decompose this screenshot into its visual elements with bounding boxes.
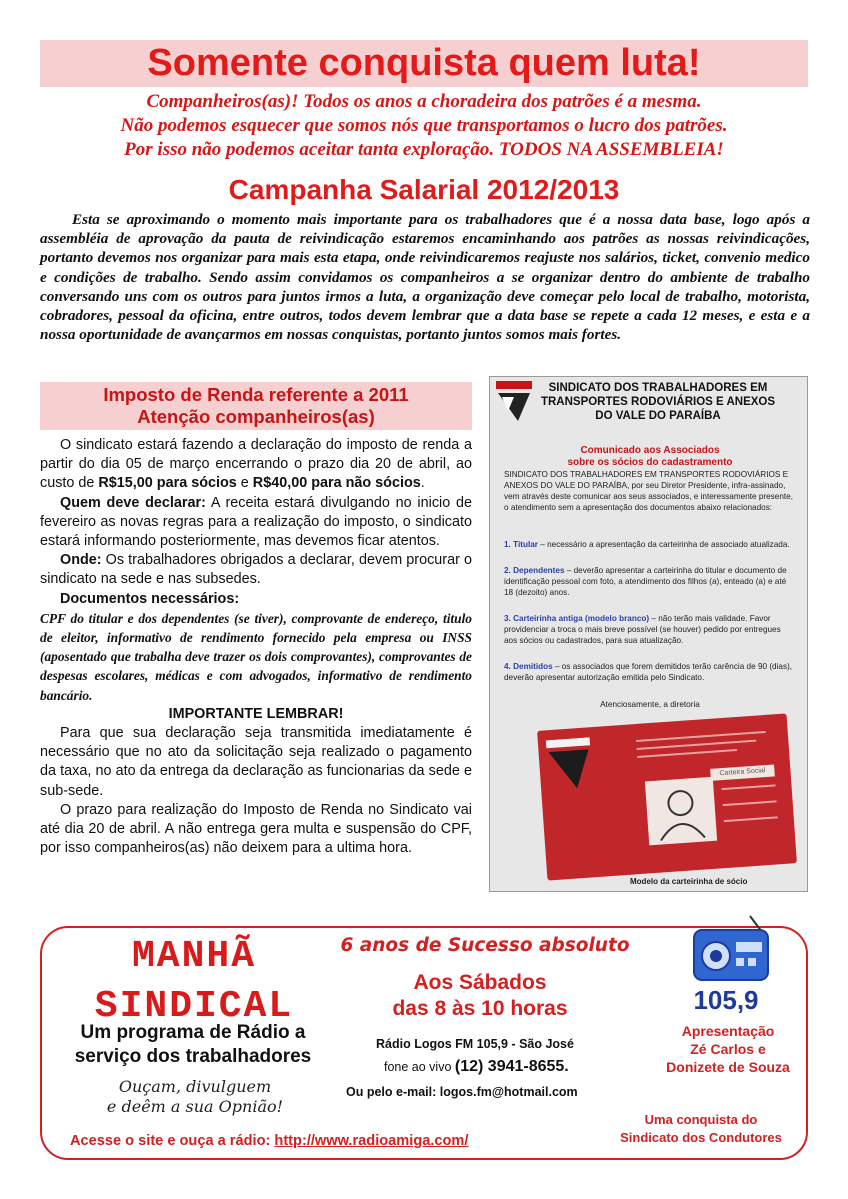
- success-tagline: 6 anos de Sucesso absoluto: [340, 935, 630, 956]
- intro-line-1: Companheiros(as)! Todos os anos a choradeira dos patrões é a mesma.: [146, 91, 702, 112]
- phone-line: [384, 1057, 634, 1077]
- intro-text: [40, 90, 808, 162]
- notice-item-num: 1. Titular: [504, 540, 538, 549]
- where-label: Onde:: [60, 552, 102, 569]
- listen-callout: [60, 1077, 330, 1117]
- notice-item-num: 2. Dependentes: [504, 566, 565, 575]
- notice-closing: Atenciosamente, a diretoria: [600, 700, 700, 709]
- who-label: Quem deve declarar:: [60, 494, 206, 511]
- conquest-note: [596, 1111, 806, 1147]
- notice-item-num: 3. Carteirinha antiga (modelo branco): [504, 614, 650, 623]
- important-text: Para que sua declaração seja transmitida imediatamente é necessário que no ato da solicitação seja realizado o pagamento da taxa, no ato da entrega da declaração as funcionarias da sede e sub-sede.: [40, 725, 472, 799]
- card-line: [637, 749, 737, 758]
- deadline-text: O prazo para realização do Imposto de Renda no Sindicato vai até dia 20 de abril. A não entrega gera multa e suspensão do CPF, por isso companheiros(as) não deixem para a ultima hora.: [40, 801, 472, 857]
- site-link[interactable]: http://www.radioamiga.com/: [274, 1133, 469, 1149]
- hosts: [648, 1022, 808, 1076]
- docs-label: Documentos necessários:: [60, 590, 240, 607]
- where-paragraph: [40, 551, 472, 589]
- card-name: Carteira Social: [710, 764, 775, 780]
- card-line: [723, 800, 777, 806]
- frequency-label: 105,9: [693, 985, 759, 1015]
- notice-item-text: – não terão mais validade. Favor providenciar a troca o mais breve possível (se houver) pedido por entregues aos sócios ou cadastrados, para sua atualização.: [504, 614, 781, 645]
- card-line: [724, 816, 778, 822]
- program-title-line-1: MANHÃ: [131, 935, 257, 978]
- who-text: A receita estará divulgando no inicio de fevereiro as novas regras para a realização do imposto, o sindicato estará informando posteriormente, mas devemos ficar atentos.: [40, 494, 472, 550]
- income-tax-title-line-2: Atenção companheiros(as): [137, 406, 375, 427]
- price-non-members: R$40,00 para não sócios: [252, 475, 421, 492]
- card-photo: [645, 777, 717, 846]
- important-label: IMPORTANTE LEMBRAR!: [168, 705, 344, 722]
- intro-line-2: Não podemos esquecer que somos nós que transportamos o lucro dos patrões.: [120, 115, 728, 136]
- program-title-line-2: SINDICAL: [94, 985, 294, 1028]
- notice-subtitle: [550, 445, 750, 469]
- card-caption: Modelo da carteirinha de sócio: [630, 877, 748, 886]
- radio-icon: [690, 912, 772, 984]
- station-name: Rádio Logos FM 105,9 - São José: [376, 1037, 574, 1051]
- member-card: [537, 713, 797, 880]
- program-desc-line-1: Um programa de Rádio a: [80, 1022, 306, 1043]
- listen-line-2: e deêm a sua Opnião!: [106, 1097, 284, 1116]
- p1-end: .: [420, 475, 425, 492]
- notice-title: SINDICATO DOS TRABALHADORES EM TRANSPORTES RODOVIÁRIOS E ANEXOS DO VALE DO PARAÍBA: [540, 382, 776, 422]
- income-tax-paragraph-1: [40, 436, 472, 494]
- card-logo-icon: [546, 737, 594, 794]
- program-title: [64, 932, 324, 1032]
- site-label: Acesse o site e ouça a rádio:: [70, 1133, 275, 1149]
- notice-subtitle-1: Comunicado aos Associados: [580, 445, 720, 456]
- p1-text: O sindicato estará fazendo a declaração do imposto de renda a partir do dia 05 de março encerrando o prazo dia 20 de abril, ao custo de: [40, 437, 472, 492]
- income-tax-title: [40, 384, 472, 428]
- p1-mid: e: [236, 475, 253, 492]
- card-line: [722, 784, 776, 790]
- campaign-title: Campanha Salarial 2012/2013: [228, 174, 620, 205]
- notice-item-text: – os associados que forem demitidos terão carência de 90 (dias), deverão apresentar autorização emitida pelo Sindicato.: [504, 662, 793, 682]
- notice-item-text: – necessário a apresentação da carteirinha de associado atualizada.: [537, 540, 790, 549]
- schedule-line-1: Aos Sábados: [413, 971, 547, 994]
- hosts-line-2: Zé Carlos e: [690, 1041, 766, 1057]
- phone-label: fone ao vivo: [384, 1060, 455, 1074]
- income-tax-title-line-1: Imposto de Renda referente a 2011: [103, 384, 409, 405]
- program-desc-line-2: serviço dos trabalhadores: [74, 1046, 312, 1067]
- page-title: Somente conquista quem luta!: [147, 42, 701, 84]
- notice-item-text: – deverão apresentar a carteirinha do titular e documento de identificação pessoal com foto, a atendimento dos filhos (a), enteado (a) e até 18 (dezoito) anos.: [504, 566, 787, 597]
- conquest-line-2: Sindicato dos Condutores: [620, 1130, 782, 1145]
- price-members: R$15,00 para sócios: [98, 475, 237, 492]
- income-tax-body: [40, 436, 472, 858]
- phone-number: (12) 3941-8655.: [454, 1058, 569, 1075]
- where-text: Os trabalhadores obrigados a declarar, devem procurar o sindicato na sede e nas subsedes.: [40, 552, 472, 588]
- card-line: [637, 740, 757, 750]
- who-paragraph: [40, 494, 472, 552]
- program-description: [48, 1021, 338, 1069]
- schedule: [340, 970, 620, 1022]
- listen-line-1: Ouçam, divulguem: [118, 1077, 272, 1096]
- campaign-body: Esta se aproximando o momento mais importante para os trabalhadores que é a nossa data base, logo após a assembléia de aprovação da pauta de reivindicação estaremos encaminhando aos patrões as nossas reivindicações, portanto devemos nos organizar para mais esta etapa, onde reivindicaremos reajuste nos salários, ticket, convenio medico e condições de trabalho. Sendo assim convidamos os companheiros a se organizar dentro do ambiente de trabalho conversando uns com os outros para juntos irmos a luta, a organização deve começar pelo local de trabalho, motorista, cobradores, pessoal da oficina, entre outros, todos devem lembrar que a data base se repete a cada 12 meses, e esta e a nossa oportunidade de avançarmos em nossas conquistas, portanto juntos somos mais fortes.: [40, 211, 810, 344]
- hosts-line-1: Apresentação: [681, 1023, 775, 1039]
- schedule-line-2: das 8 às 10 horas: [392, 997, 568, 1020]
- notice-item-num: 4. Demitidos: [504, 662, 553, 671]
- notice-subtitle-2: sobre os sócios do cadastramento: [567, 457, 733, 468]
- docs-label-paragraph: [40, 590, 472, 609]
- notice-image: [489, 376, 808, 892]
- email-line: Ou pelo e-mail: logos.fm@hotmail.com: [346, 1085, 578, 1099]
- notice-intro: SINDICATO DOS TRABALHADORES EM TRANSPORTES RODOVIÁRIOS E ANEXOS DO VALE DO PARAÍBA, por seu Diretor Presidente, infra-assinado, vem através deste comunicar aos seus associados, e interessamente presente, o atendimento sem a apresentação dos documentos abaixo relacionados:: [504, 470, 793, 512]
- union-logo-icon: [496, 381, 532, 425]
- site-line: [70, 1131, 610, 1151]
- notice-item: [504, 539, 796, 550]
- notice-item: [504, 565, 796, 598]
- hosts-line-3: Donizete de Souza: [666, 1059, 790, 1075]
- notice-item: [504, 613, 796, 646]
- notice-item: [504, 661, 796, 683]
- conquest-line-1: Uma conquista do: [644, 1112, 758, 1127]
- docs-text: CPF do titular e dos dependentes (se tiver), comprovante de endereço, titulo de eleitor, informativo de rendimento fornecido pela empresa ou INSS (aposentado que trabalha deve trazer os dois comprovantes), comprovantes de despesas escolares, médicas e com advogados, informativo de rendimento bancário.: [40, 610, 472, 703]
- intro-line-3: Por isso não podemos aceitar tanta exploração. TODOS NA ASSEMBLEIA!: [124, 139, 724, 160]
